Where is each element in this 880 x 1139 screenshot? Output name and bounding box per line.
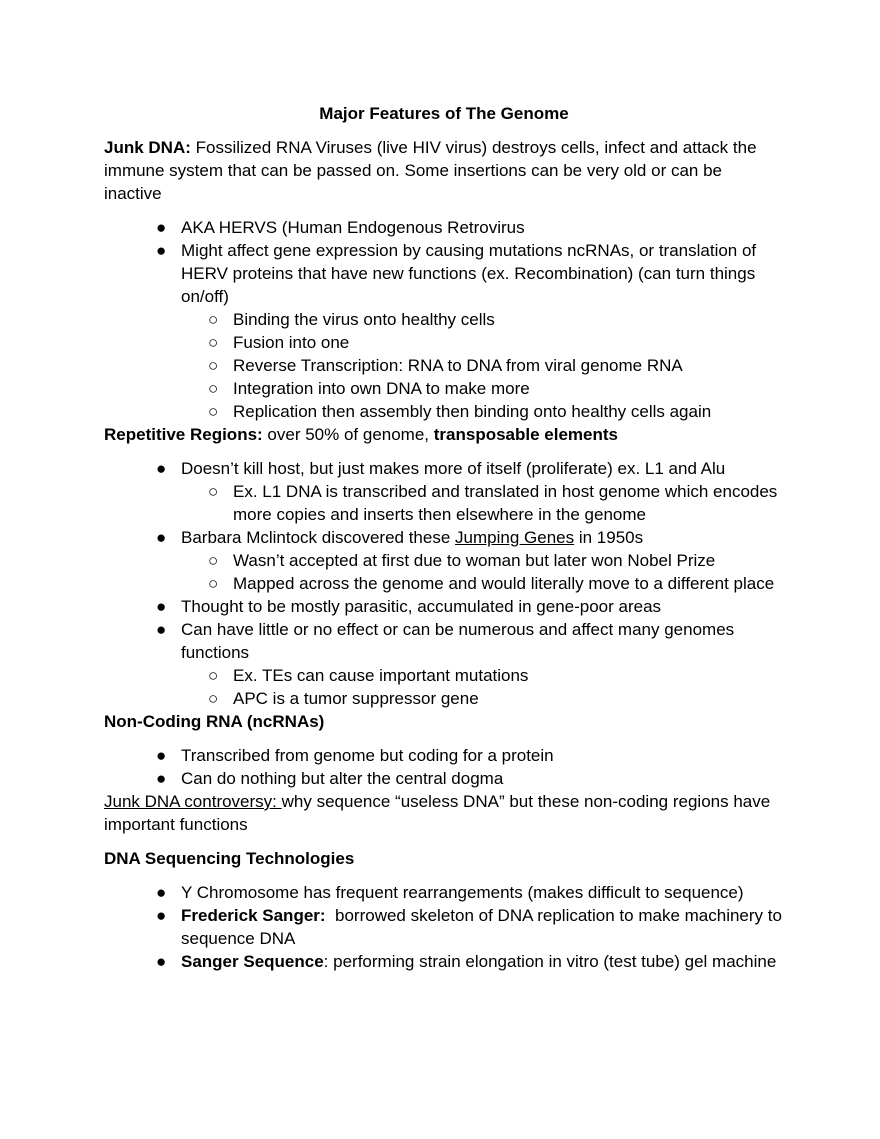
list-item: ● Thought to be mostly parasitic, accumulated in gene-poor areas: [156, 597, 662, 616]
list-item: ● Doesn’t kill host, but just makes more of itself (proliferate) ex. L1 and Alu ○ Ex. L1 DNA is transcribed and translated in host genome which encodes more copies and inserts then elsewhere in the genome: [104, 457, 784, 526]
list-item: ○ Replication then assembly then binding onto healthy cells again: [208, 402, 712, 421]
junk-dna-label: Junk DNA:: [104, 138, 191, 157]
list-item: ● Y Chromosome has frequent rearrangements (makes difficult to sequence): [156, 883, 744, 902]
list-item: ● Can have little or no effect or can be numerous and affect many genomes functions ○ Ex. TEs can cause important mutations ○ APC is a tumor suppressor gene: [104, 618, 784, 710]
document-page: [104, 102, 787, 973]
circle-bullet-icon: ○: [208, 310, 219, 329]
repetitive-regions-label: Repetitive Regions:: [104, 425, 263, 444]
list-item: ○ Reverse Transcription: RNA to DNA from viral genome RNA: [208, 356, 683, 375]
bullet-icon: ●: [156, 241, 167, 260]
circle-bullet-icon: ○: [208, 482, 219, 501]
circle-bullet-icon: ○: [208, 551, 219, 570]
bullet-icon: ●: [156, 746, 167, 765]
bullet-icon: ●: [156, 218, 167, 237]
bullet-icon: ●: [156, 906, 167, 925]
junk-dna-list: [104, 216, 784, 423]
circle-bullet-icon: ○: [208, 333, 219, 352]
junk-dna-paragraph: [104, 136, 784, 205]
list-item: ● Might affect gene expression by causing mutations ncRNAs, or translation of HERV proteins that have new functions (ex. Recombination) (can turn things on/off) ○ Binding the virus onto healthy cells ○ Fusion into one ○ Reverse Transcription: RNA to DNA from viral genome RNA ○ Integration into own DNA to make more ○ Replication then assembly then binding onto healthy cells again: [104, 239, 784, 423]
list-item: ○ Integration into own DNA to make more: [208, 379, 530, 398]
list-item: ○ Ex. L1 DNA is transcribed and translated in host genome which encodes more copies and inserts then elsewhere in the genome: [208, 482, 778, 524]
junk-dna-text: Fossilized RNA Viruses (live HIV virus) destroys cells, infect and attack the immune system that can be passed on. Some insertions can be very old or can be inactive: [104, 138, 757, 203]
bullet-icon: ●: [156, 597, 167, 616]
repetitive-regions-paragraph: Repetitive Regions: over 50% of genome, transposable elements: [104, 425, 618, 444]
list-item: ○ Wasn’t accepted at first due to woman but later won Nobel Prize: [208, 551, 716, 570]
circle-bullet-icon: ○: [208, 356, 219, 375]
list-item: ○ APC is a tumor suppressor gene: [208, 689, 479, 708]
circle-bullet-icon: ○: [208, 666, 219, 685]
list-item: ○ Fusion into one: [208, 333, 350, 352]
bullet-icon: ●: [156, 620, 167, 639]
circle-bullet-icon: ○: [208, 574, 219, 593]
page-title: Major Features of The Genome: [319, 104, 569, 123]
ncrna-list: [104, 744, 784, 790]
repetitive-regions-list: [104, 457, 784, 710]
list-item: ● Barbara Mclintock discovered these Jumping Genes in 1950s ○ Wasn’t accepted at first due to woman but later won Nobel Prize ○ Mapped across the genome and would literally move to a different place: [104, 526, 784, 595]
list-item: ○ Binding the virus onto healthy cells: [208, 310, 495, 329]
circle-bullet-icon: ○: [208, 379, 219, 398]
junk-dna-controversy-paragraph: Junk DNA controversy: why sequence “useless DNA” but these non-coding regions have important functions: [104, 792, 771, 834]
list-item: ○ Mapped across the genome and would literally move to a different place: [208, 574, 775, 593]
ncrna-heading: Non-Coding RNA (ncRNAs): [104, 712, 325, 731]
circle-bullet-icon: ○: [208, 402, 219, 421]
herv-steps-list: [181, 308, 784, 423]
list-item: ● Frederick Sanger: borrowed skeleton of DNA replication to make machinery to sequence DNA: [156, 906, 787, 948]
sequencing-heading: DNA Sequencing Technologies: [104, 849, 355, 868]
bullet-icon: ●: [156, 883, 167, 902]
controversy-label: Junk DNA controversy:: [104, 792, 282, 811]
list-item: ○ Ex. TEs can cause important mutations: [208, 666, 529, 685]
bullet-icon: ●: [156, 459, 167, 478]
bullet-icon: ●: [156, 952, 167, 971]
list-item: ● AKA HERVS (Human Endogenous Retrovirus: [156, 218, 525, 237]
list-item: ● Transcribed from genome but coding for a protein: [156, 746, 554, 765]
bullet-icon: ●: [156, 769, 167, 788]
circle-bullet-icon: ○: [208, 689, 219, 708]
bullet-icon: ●: [156, 528, 167, 547]
jumping-genes-link[interactable]: Jumping Genes: [455, 528, 575, 547]
list-item: ● Sanger Sequence: performing strain elongation in vitro (test tube) gel machine: [156, 952, 777, 971]
list-item: ● Can do nothing but alter the central dogma: [156, 769, 504, 788]
sequencing-list: [104, 881, 787, 973]
